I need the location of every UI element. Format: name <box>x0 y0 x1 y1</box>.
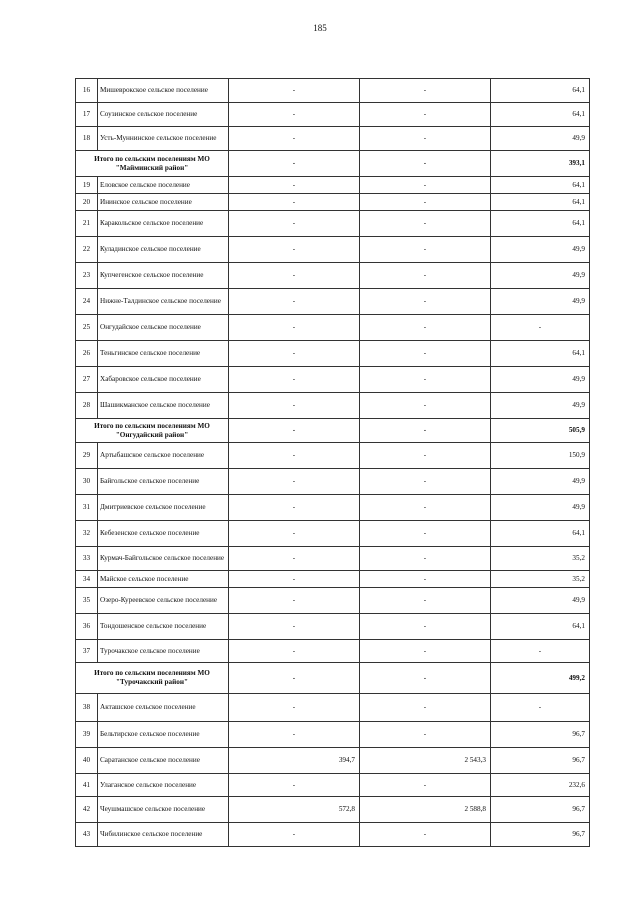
row-number: 38 <box>76 694 98 722</box>
settlement-name: Чибилинское сельское поселение <box>98 823 229 847</box>
settlement-name: Майское сельское поселение <box>98 571 229 588</box>
value-cell-2: - <box>360 823 491 847</box>
value-cell-2: - <box>360 289 491 315</box>
table-row <box>76 211 590 237</box>
row-number: 39 <box>76 722 98 748</box>
value-cell-3: 393,1 <box>491 151 590 177</box>
value-cell-1: - <box>229 341 360 367</box>
value-cell-3: 49,9 <box>491 289 590 315</box>
table-row <box>76 103 590 127</box>
row-number: 40 <box>76 748 98 774</box>
settlement-name: Теньгинское сельское поселение <box>98 341 229 367</box>
table-row <box>76 614 590 640</box>
value-cell-2: - <box>360 640 491 663</box>
value-cell-3: 64,1 <box>491 194 590 211</box>
value-cell-2: - <box>360 79 491 103</box>
row-number: 20 <box>76 194 98 211</box>
value-cell-3: 35,2 <box>491 571 590 588</box>
table-row <box>76 797 590 823</box>
table-row <box>76 469 590 495</box>
settlement-name: Шашикманское сельское поселение <box>98 393 229 419</box>
total-row <box>76 663 590 694</box>
value-cell-1: - <box>229 237 360 263</box>
table-row <box>76 263 590 289</box>
settlement-name: Курмач-Байгольское сельское поселение <box>98 547 229 571</box>
value-cell-2: - <box>360 469 491 495</box>
value-cell-1: - <box>229 263 360 289</box>
value-cell-2: - <box>360 571 491 588</box>
row-number: 24 <box>76 289 98 315</box>
settlement-name: Тондошенское сельское поселение <box>98 614 229 640</box>
row-number: 42 <box>76 797 98 823</box>
value-cell-3: 64,1 <box>491 103 590 127</box>
row-number: 19 <box>76 177 98 194</box>
value-cell-3: - <box>491 315 590 341</box>
value-cell-1: - <box>229 694 360 722</box>
value-cell-2: - <box>360 393 491 419</box>
value-cell-1: - <box>229 774 360 797</box>
settlement-name: Еловское сельское поселение <box>98 177 229 194</box>
value-cell-3: 499,2 <box>491 663 590 694</box>
row-number: 32 <box>76 521 98 547</box>
value-cell-3: 64,1 <box>491 177 590 194</box>
value-cell-3: 96,7 <box>491 823 590 847</box>
value-cell-3: 505,9 <box>491 419 590 443</box>
table-row <box>76 367 590 393</box>
value-cell-3: 232,6 <box>491 774 590 797</box>
value-cell-2: - <box>360 177 491 194</box>
value-cell-3: 49,9 <box>491 393 590 419</box>
settlement-name: Мишеврокское сельское поселение <box>98 79 229 103</box>
value-cell-1: - <box>229 103 360 127</box>
value-cell-1: - <box>229 177 360 194</box>
settlement-name: Дмитриевское сельское поселение <box>98 495 229 521</box>
table-row <box>76 315 590 341</box>
value-cell-3: - <box>491 640 590 663</box>
settlement-name: Бельтирское сельское поселение <box>98 722 229 748</box>
value-cell-1: - <box>229 367 360 393</box>
settlement-name: Озеро-Куреевское сельское поселение <box>98 588 229 614</box>
value-cell-1: - <box>229 588 360 614</box>
value-cell-2: 2 588,8 <box>360 797 491 823</box>
value-cell-1: - <box>229 640 360 663</box>
row-number: 34 <box>76 571 98 588</box>
value-cell-3: 150,9 <box>491 443 590 469</box>
value-cell-1: - <box>229 443 360 469</box>
value-cell-2: - <box>360 419 491 443</box>
row-number: 35 <box>76 588 98 614</box>
value-cell-1: - <box>229 823 360 847</box>
row-number: 18 <box>76 127 98 151</box>
page-number: 185 <box>313 23 327 33</box>
value-cell-3: 96,7 <box>491 722 590 748</box>
value-cell-3: 35,2 <box>491 547 590 571</box>
settlement-name: Усть-Муннинское сельское поселение <box>98 127 229 151</box>
settlement-name: Саратанское сельское поселение <box>98 748 229 774</box>
value-cell-3: 49,9 <box>491 367 590 393</box>
row-number: 43 <box>76 823 98 847</box>
settlement-name: Акташское сельское поселение <box>98 694 229 722</box>
row-number: 22 <box>76 237 98 263</box>
value-cell-1: - <box>229 315 360 341</box>
value-cell-2: - <box>360 694 491 722</box>
settlement-name: Каракольское сельское поселение <box>98 211 229 237</box>
value-cell-1: - <box>229 151 360 177</box>
row-number: 41 <box>76 774 98 797</box>
settlement-name: Купчегенское сельское поселение <box>98 263 229 289</box>
value-cell-2: - <box>360 443 491 469</box>
settlement-name: Турочакское сельское поселение <box>98 640 229 663</box>
settlement-name: Кебезенское сельское поселение <box>98 521 229 547</box>
value-cell-3: 49,9 <box>491 237 590 263</box>
value-cell-2: - <box>360 722 491 748</box>
row-number: 27 <box>76 367 98 393</box>
table-row <box>76 748 590 774</box>
table-row <box>76 237 590 263</box>
value-cell-1: - <box>229 211 360 237</box>
total-label: Итого по сельским поселениям МО "Турочакский район" <box>76 663 229 694</box>
table-row <box>76 694 590 722</box>
value-cell-3: 64,1 <box>491 211 590 237</box>
value-cell-3: 49,9 <box>491 495 590 521</box>
total-row <box>76 419 590 443</box>
settlement-name: Онгудайское сельское поселение <box>98 315 229 341</box>
row-number: 25 <box>76 315 98 341</box>
value-cell-2: - <box>360 151 491 177</box>
total-label: Итого по сельским поселениям МО "Онгудайский район" <box>76 419 229 443</box>
value-cell-1: - <box>229 127 360 151</box>
value-cell-1: - <box>229 571 360 588</box>
row-number: 17 <box>76 103 98 127</box>
settlement-name: Соузинское сельское поселение <box>98 103 229 127</box>
table-row <box>76 393 590 419</box>
value-cell-1: - <box>229 722 360 748</box>
table-row <box>76 177 590 194</box>
settlement-name: Хабаровское сельское поселение <box>98 367 229 393</box>
value-cell-2: - <box>360 127 491 151</box>
row-number: 33 <box>76 547 98 571</box>
row-number: 30 <box>76 469 98 495</box>
value-cell-2: - <box>360 211 491 237</box>
value-cell-2: - <box>360 194 491 211</box>
value-cell-1: - <box>229 393 360 419</box>
value-cell-2: - <box>360 315 491 341</box>
value-cell-1: - <box>229 419 360 443</box>
table-row <box>76 547 590 571</box>
row-number: 37 <box>76 640 98 663</box>
value-cell-2: - <box>360 521 491 547</box>
value-cell-2: - <box>360 547 491 571</box>
settlement-name: Улаганское сельское поселение <box>98 774 229 797</box>
row-number: 36 <box>76 614 98 640</box>
value-cell-3: 96,7 <box>491 748 590 774</box>
table-row <box>76 341 590 367</box>
table-row <box>76 194 590 211</box>
settlement-name: Куладинское сельское поселение <box>98 237 229 263</box>
value-cell-1: 394,7 <box>229 748 360 774</box>
value-cell-2: - <box>360 614 491 640</box>
row-number: 21 <box>76 211 98 237</box>
value-cell-2: - <box>360 663 491 694</box>
row-number: 28 <box>76 393 98 419</box>
value-cell-3: 49,9 <box>491 127 590 151</box>
value-cell-3: 49,9 <box>491 263 590 289</box>
table-row <box>76 571 590 588</box>
value-cell-3: 49,9 <box>491 588 590 614</box>
total-label: Итого по сельским поселениям МО "Майминский район" <box>76 151 229 177</box>
table-row <box>76 588 590 614</box>
table-row <box>76 495 590 521</box>
value-cell-1: 572,8 <box>229 797 360 823</box>
budget-table <box>75 78 590 847</box>
row-number: 31 <box>76 495 98 521</box>
value-cell-3: 96,7 <box>491 797 590 823</box>
value-cell-2: - <box>360 774 491 797</box>
table-row <box>76 722 590 748</box>
table-row <box>76 289 590 315</box>
value-cell-2: - <box>360 341 491 367</box>
settlement-name: Нижне-Талдинское сельское поселение <box>98 289 229 315</box>
table-row <box>76 79 590 103</box>
value-cell-1: - <box>229 495 360 521</box>
value-cell-1: - <box>229 79 360 103</box>
value-cell-1: - <box>229 521 360 547</box>
value-cell-2: - <box>360 103 491 127</box>
row-number: 16 <box>76 79 98 103</box>
total-row <box>76 151 590 177</box>
value-cell-1: - <box>229 469 360 495</box>
value-cell-1: - <box>229 289 360 315</box>
row-number: 26 <box>76 341 98 367</box>
value-cell-3: 64,1 <box>491 614 590 640</box>
row-number: 23 <box>76 263 98 289</box>
table-row <box>76 127 590 151</box>
value-cell-3: 64,1 <box>491 79 590 103</box>
value-cell-2: - <box>360 367 491 393</box>
table-row <box>76 774 590 797</box>
table-row <box>76 443 590 469</box>
value-cell-1: - <box>229 663 360 694</box>
value-cell-3: 49,9 <box>491 469 590 495</box>
value-cell-2: - <box>360 237 491 263</box>
value-cell-2: 2 543,3 <box>360 748 491 774</box>
value-cell-2: - <box>360 263 491 289</box>
value-cell-1: - <box>229 194 360 211</box>
table-row <box>76 640 590 663</box>
settlement-name: Ининское сельское поселение <box>98 194 229 211</box>
value-cell-3: 64,1 <box>491 341 590 367</box>
settlement-name: Байгольское сельское поселение <box>98 469 229 495</box>
table-row <box>76 521 590 547</box>
value-cell-3: 64,1 <box>491 521 590 547</box>
table-row <box>76 823 590 847</box>
settlement-name: Артыбашское сельское поселение <box>98 443 229 469</box>
value-cell-3: - <box>491 694 590 722</box>
value-cell-2: - <box>360 495 491 521</box>
value-cell-1: - <box>229 547 360 571</box>
value-cell-2: - <box>360 588 491 614</box>
settlement-name: Чеушмашское сельское поселение <box>98 797 229 823</box>
row-number: 29 <box>76 443 98 469</box>
value-cell-1: - <box>229 614 360 640</box>
